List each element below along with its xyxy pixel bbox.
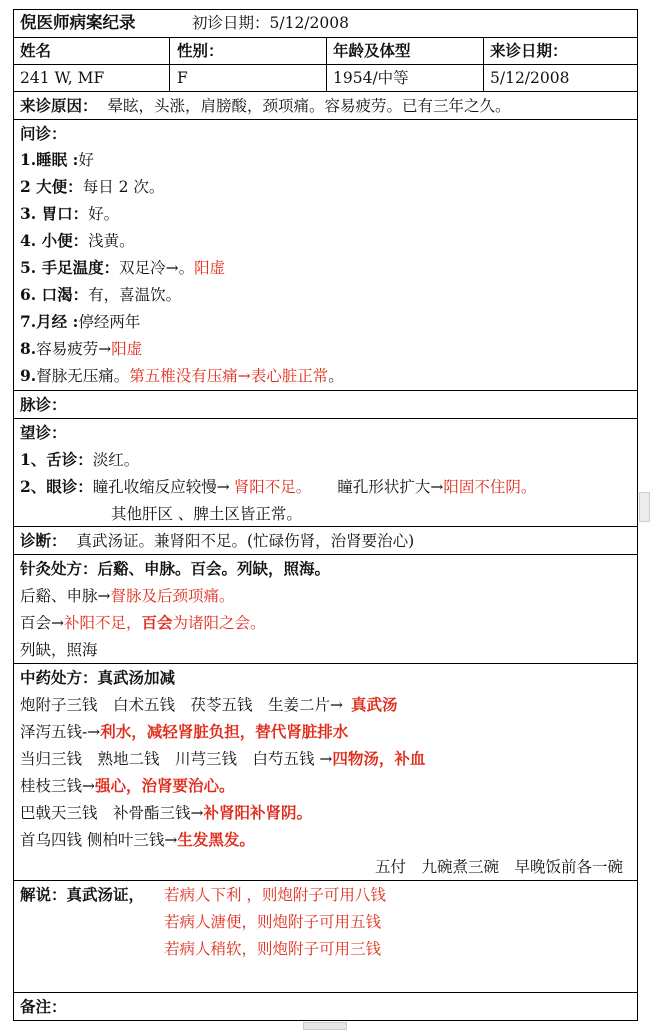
- herbal-section: [14, 664, 637, 881]
- acupuncture-line: 后谿、申脉→督脉及后颈项痛。: [20, 587, 235, 605]
- observation-section: [14, 419, 637, 527]
- explanation-line: 若病人下利 ，则炮附子可用八钱: [164, 886, 386, 904]
- eye-line: 2、眼诊：瞳孔收缩反应较慢→ 肾阳不足。 瞳孔形状扩大→阳固不住阴。: [20, 477, 537, 496]
- acupuncture-line: 列缺，照海: [20, 641, 98, 659]
- explanation-line: 若病人稍软，则炮附子可用三钱: [164, 940, 382, 958]
- inquiry-title: 问诊：: [20, 124, 67, 143]
- acupuncture-title: 针灸处方：后谿、申脉。百会。列缺，照海。: [20, 559, 331, 578]
- pulse-section: [14, 391, 637, 419]
- inquiry-item: 3. 胃口：好。: [20, 204, 120, 223]
- inquiry-item: 1.睡眠 :好: [20, 150, 94, 169]
- inquiry-item: 4. 小便：浅黄。: [20, 231, 135, 250]
- herbal-line: 首乌四钱 侧柏叶三钱→生发黑发。: [20, 830, 255, 849]
- reason-label: 来诊原因：: [20, 96, 98, 115]
- inquiry-item: 8.容易疲劳→阳虚: [20, 339, 143, 358]
- inquiry-item: 7.月经 :停经两年: [20, 312, 141, 331]
- explanation-line: 若病人溏便，则炮附子可用五钱: [164, 913, 382, 931]
- record-title: 倪医师病案纪录: [20, 13, 136, 32]
- explanation-label: 解说：真武汤证，: [20, 885, 145, 904]
- diagnosis-section: [14, 527, 637, 555]
- herbal-line: 巴戟天三钱 补骨酯三钱→补肾阳补肾阴。: [20, 803, 313, 822]
- acupuncture-line: 百会→补阳不足，百会为诸阳之会。: [20, 613, 266, 632]
- patient-table-values: [14, 65, 637, 92]
- sex-header: 性别：: [177, 41, 224, 60]
- tongue-line: 1、舌诊：淡红。: [20, 450, 140, 469]
- pulse-title: 脉诊：: [20, 395, 67, 414]
- visit-date-header: 来诊日期：: [490, 41, 568, 60]
- notes-section: [14, 993, 637, 1022]
- inquiry-section: [14, 120, 637, 391]
- acupuncture-section: [14, 555, 637, 664]
- patient-table-header: [14, 38, 637, 65]
- herbal-line: 炮附子三钱 白术五钱 茯苓五钱 生姜二片→ 真武汤: [20, 695, 398, 714]
- herbal-line: 桂枝三钱→强心，治肾要治心。: [20, 776, 235, 795]
- header-row: [14, 10, 637, 38]
- herbal-line: 当归三钱 熟地二钱 川芎三钱 白芍五钱 →四物汤，补血: [20, 749, 426, 768]
- reason-text: 晕眩，头涨，肩膀酸，颈项痛。容易疲劳。已有三年之久。: [107, 97, 511, 115]
- first-visit-date: 初诊日期：5/12/2008: [192, 14, 349, 32]
- reason-line: [20, 93, 511, 119]
- dosage-line: 五付 九碗煮三碗 早晚饭前各一碗: [374, 858, 623, 876]
- inquiry-item: 2 大便：每日 2 次。: [20, 177, 165, 196]
- case-record-page: [13, 9, 638, 1021]
- inquiry-item: 9.督脉无压痛。第五椎没有压痛→表心脏正常。: [20, 366, 344, 385]
- scrollbar-handle[interactable]: [639, 492, 650, 522]
- herbal-line: 泽泻五钱-→利水，减轻肾脏负担，替代肾脏排水: [20, 722, 349, 741]
- explanation-section: [14, 881, 637, 993]
- age-header: 年龄及体型: [333, 41, 411, 60]
- name-header: 姓名: [20, 41, 52, 60]
- visit-date-value: 5/12/2008: [490, 69, 570, 87]
- reason-section: [14, 92, 637, 120]
- inquiry-item: 5. 手足温度：双足冷→。阳虚: [20, 258, 226, 277]
- eye-line-2: 其他肝区 、脾土区皆正常。: [111, 505, 302, 523]
- observation-title: 望诊：: [20, 423, 67, 442]
- horizontal-scrollbar[interactable]: [303, 1022, 347, 1030]
- age-value: 1954/中等: [333, 69, 409, 87]
- herbal-title: 中药处方：真武汤加减: [20, 668, 176, 687]
- sex-value: F: [177, 69, 188, 87]
- name-value: 241 W, MF: [20, 69, 105, 87]
- inquiry-item: 6. 口渴：有，喜温饮。: [20, 285, 182, 304]
- diagnosis-line: 诊断： 真武汤证。兼肾阳不足。(忙碌伤肾，治肾要治心): [20, 531, 415, 550]
- notes-label: 备注：: [20, 997, 67, 1016]
